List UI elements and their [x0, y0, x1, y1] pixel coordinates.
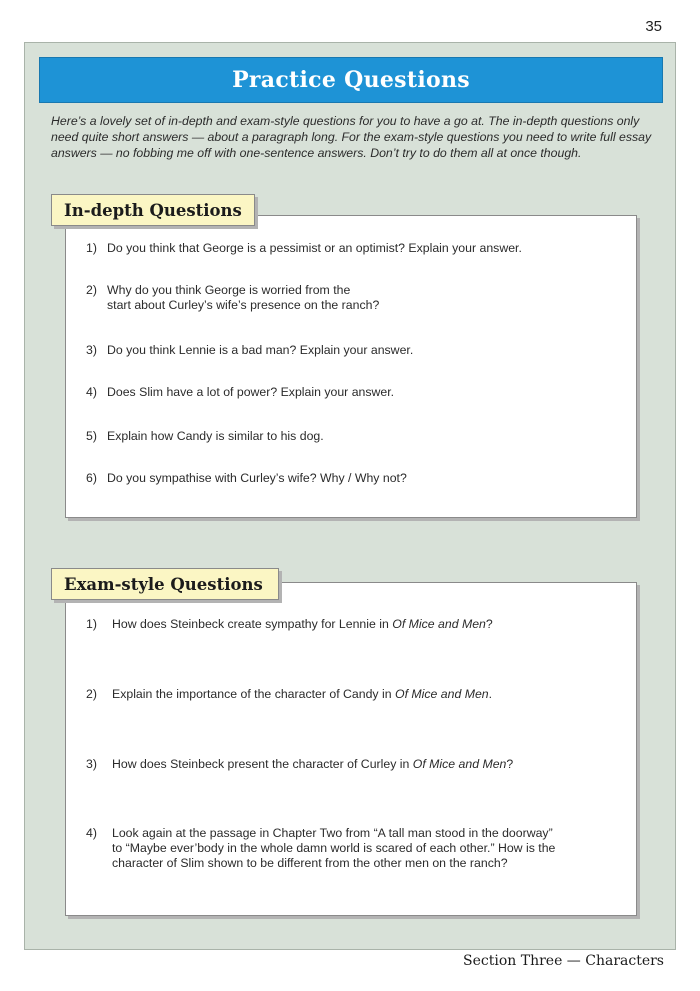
title-banner: [39, 57, 663, 103]
question-text: Do you think that George is a pessimist or an optimist? Explain your answer.: [107, 241, 522, 255]
indepth-heading: In-depth Questions: [51, 194, 255, 226]
exam-heading: Exam-style Questions: [51, 568, 279, 600]
question-text-line-3: character of Slim shown to be different from the other men on the ranch?: [112, 856, 508, 870]
question-text: [107, 283, 617, 313]
question-text: Does Slim have a lot of power? Explain your answer.: [107, 385, 395, 399]
section-footer: Section Three — Characters: [463, 953, 664, 969]
question-text: Do you think Lennie is a bad man? Explain your answer.: [107, 343, 414, 357]
question-number: 6): [86, 471, 97, 485]
question-number: 3): [86, 757, 97, 771]
question-text-line-1: Look again at the passage in Chapter Two from “A tall man stood in the doorway”: [112, 826, 553, 840]
question-text-end: ?: [506, 757, 514, 771]
question-text-line-1: Why do you think George is worried from the: [107, 283, 351, 297]
book-title: Of Mice and Men: [395, 687, 489, 701]
question-number: 4): [86, 826, 97, 840]
question-text-start: How does Steinbeck create sympathy for Lennie in: [112, 617, 393, 631]
exam-questions-box: [65, 582, 637, 916]
question-text: [112, 617, 592, 632]
content-panel: [24, 42, 676, 950]
question-text-line-2: to “Maybe ever’body in the whole damn world is scared of each other.” How is the: [112, 841, 556, 855]
page-title: Practice Questions: [232, 67, 470, 93]
indepth-questions-box: [65, 215, 637, 518]
intro-text: Here’s a lovely set of in-depth and exam-style questions for you to have a go at. The in-depth questions only need quite short answers — about a paragraph long. For the exam-style questions you need to write full essay answers — no fobbing me off with one-sentence answers. Don’t try to do them all at once though.: [51, 114, 652, 160]
question-text-start: Explain the importance of the character of Candy in: [112, 687, 395, 701]
question-text-end: .: [488, 687, 493, 701]
question-text-start: How does Steinbeck present the character of Curley in: [112, 757, 413, 771]
question-number: 5): [86, 429, 97, 443]
question-text: [112, 826, 592, 871]
question-number: 2): [86, 283, 97, 297]
question-text: [112, 687, 592, 702]
question-number: 1): [86, 241, 97, 255]
question-text: [112, 757, 592, 772]
book-title: Of Mice and Men: [412, 757, 507, 771]
question-number: 3): [86, 343, 97, 357]
question-text: Do you sympathise with Curley’s wife? Why / Why not?: [107, 471, 407, 485]
question-text: Explain how Candy is similar to his dog.: [107, 429, 324, 443]
question-number: 1): [86, 617, 97, 631]
page-number: 35: [645, 18, 662, 35]
question-text-line-2: start about Curley’s wife’s presence on the ranch?: [107, 298, 380, 312]
question-text-end: ?: [485, 617, 493, 631]
question-number: 4): [86, 385, 97, 399]
book-title: Of Mice and Men: [392, 617, 486, 631]
question-number: 2): [86, 687, 97, 701]
